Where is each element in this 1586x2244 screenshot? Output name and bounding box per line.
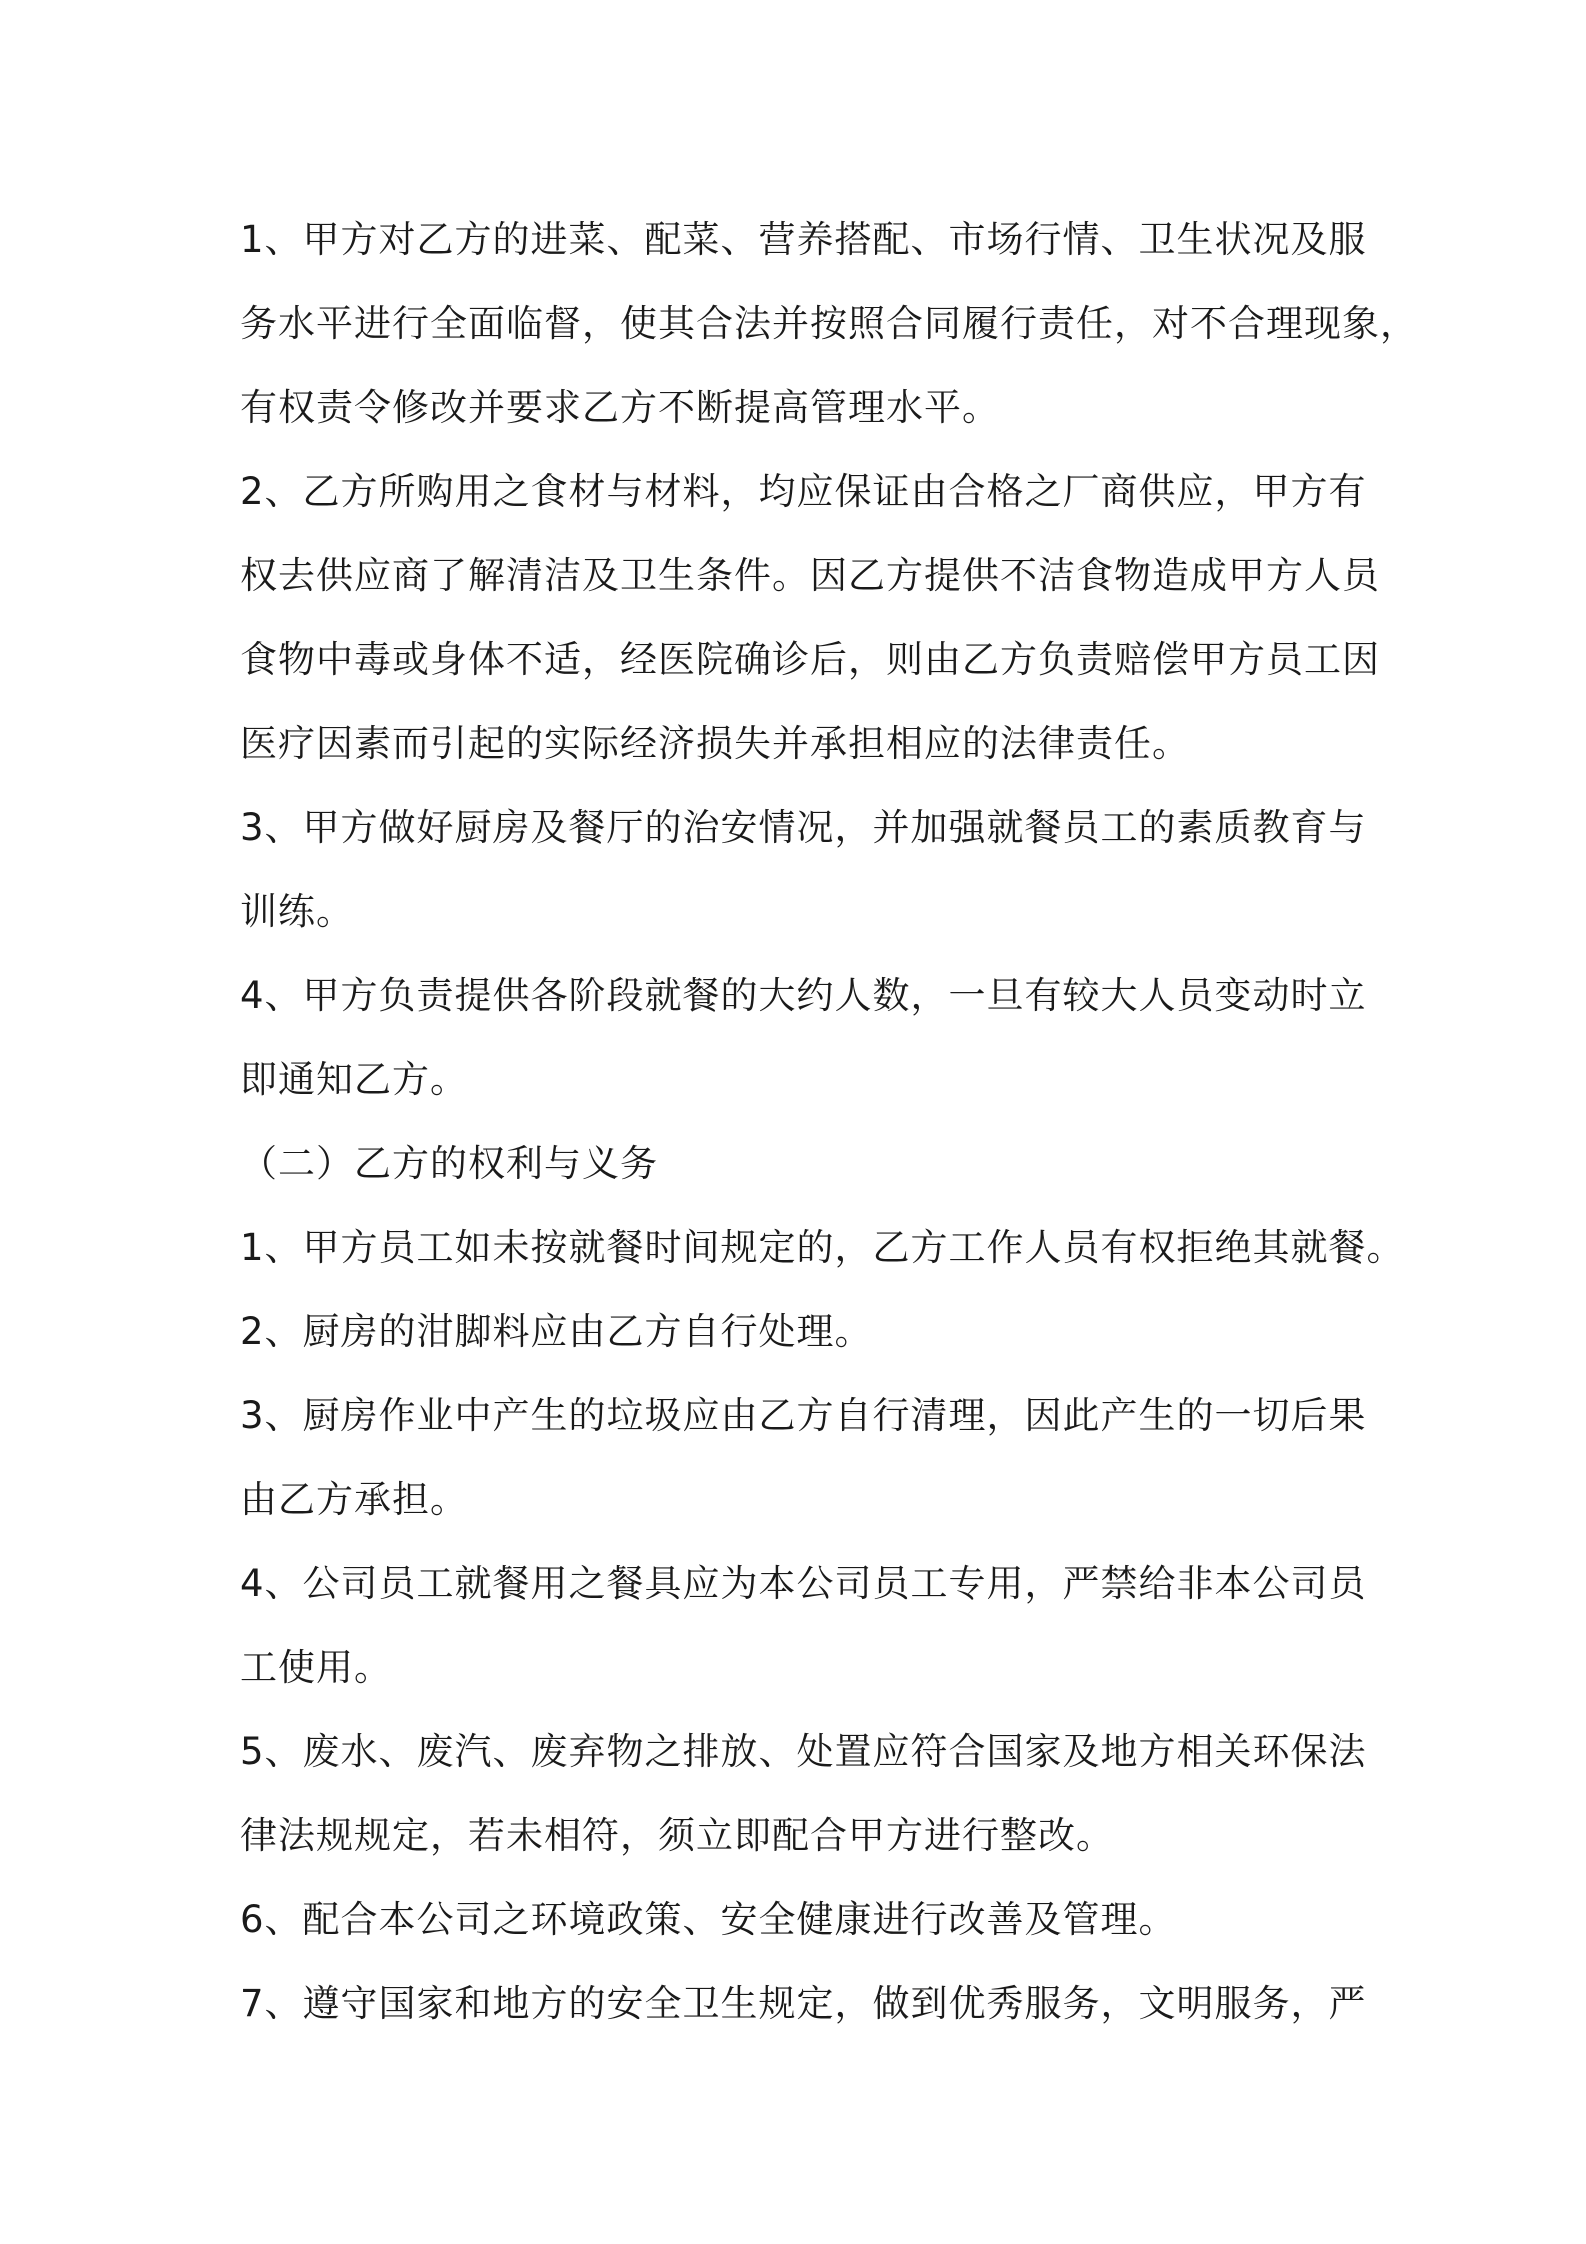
clause-a-2 <box>240 450 1380 786</box>
text-line: 务水平进行全面临督，使其合法并按照合同履行责任，对不合理现象， <box>240 302 1418 345</box>
text-line: 权去供应商了解清洁及卫生条件。因乙方提供不洁食物造成甲方人员 <box>240 554 1380 597</box>
text-line: 1、甲方员工如未按就餐时间规定的，乙方工作人员有权拒绝其就餐。 <box>240 1226 1405 1269</box>
text-line: 1、甲方对乙方的进菜、配菜、营养搭配、市场行情、卫生状况及服 <box>240 218 1367 261</box>
text-line: 食物中毒或身体不适，经医院确诊后，则由乙方负责赔偿甲方员工因 <box>240 638 1380 681</box>
clause-b-5 <box>240 1710 1380 1878</box>
text-line: 4、甲方负责提供各阶段就餐的大约人数，一旦有较大人员变动时立 <box>240 974 1367 1017</box>
clause-b-7 <box>240 1962 1380 2046</box>
text-line: 有权责令修改并要求乙方不断提高管理水平。 <box>240 386 1000 429</box>
text-line: 由乙方承担。 <box>240 1478 468 1521</box>
clause-b-1 <box>240 1206 1405 1290</box>
clause-b-4 <box>240 1542 1380 1710</box>
text-line: 2、厨房的泔脚料应由乙方自行处理。 <box>240 1310 873 1353</box>
clause-a-4 <box>240 954 1380 1122</box>
text-line: 律法规规定，若未相符，须立即配合甲方进行整改。 <box>240 1814 1114 1857</box>
text-line: 工使用。 <box>240 1646 392 1689</box>
text-line: 医疗因素而引起的实际经济损失并承担相应的法律责任。 <box>240 722 1190 765</box>
section-heading: （二）乙方的权利与义务 <box>240 1142 658 1185</box>
text-line: 7、遵守国家和地方的安全卫生规定，做到优秀服务，文明服务，严 <box>240 1982 1367 2025</box>
clause-a-3 <box>240 786 1380 954</box>
text-line: 6、配合本公司之环境政策、安全健康进行改善及管理。 <box>240 1898 1177 1941</box>
clause-b-3 <box>240 1374 1380 1542</box>
clause-b-2 <box>240 1290 1380 1374</box>
text-line: 训练。 <box>240 890 354 933</box>
clause-b-6 <box>240 1878 1380 1962</box>
document-body <box>240 198 1418 2046</box>
text-line: 3、厨房作业中产生的垃圾应由乙方自行清理，因此产生的一切后果 <box>240 1394 1367 1437</box>
text-line: 4、公司员工就餐用之餐具应为本公司员工专用，严禁给非本公司员 <box>240 1562 1367 1605</box>
text-line: 2、乙方所购用之食材与材料，均应保证由合格之厂商供应，甲方有 <box>240 470 1367 513</box>
text-line: 即通知乙方。 <box>240 1058 468 1101</box>
text-line: 3、甲方做好厨房及餐厅的治安情况，并加强就餐员工的素质教育与 <box>240 806 1367 849</box>
text-line: 5、废水、废汽、废弃物之排放、处置应符合国家及地方相关环保法 <box>240 1730 1367 1773</box>
clause-a-1 <box>240 198 1418 450</box>
